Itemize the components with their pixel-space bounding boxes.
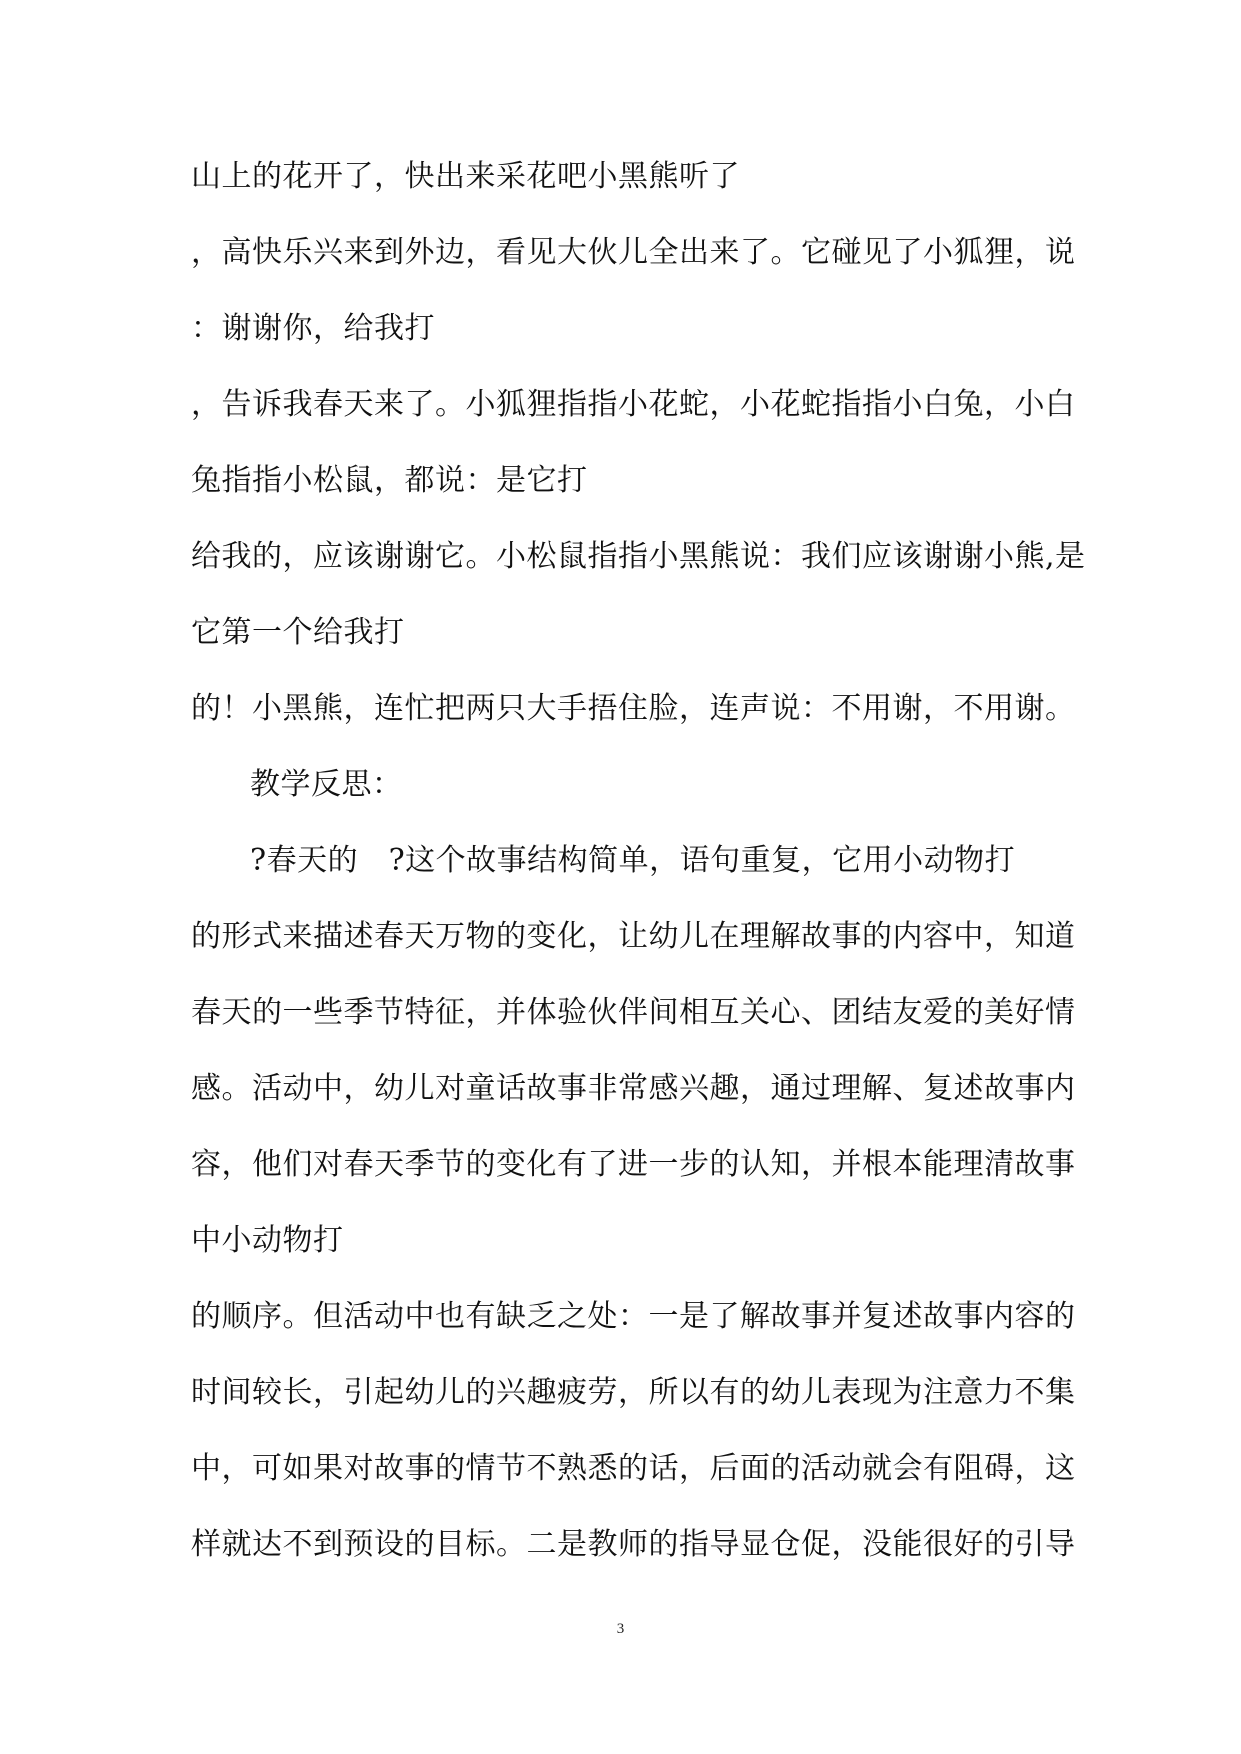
section-heading: 教学反思： xyxy=(250,767,403,802)
text-line: 的顺序。但活动中也有缺乏之处：一是了解故事并复述故事内容的 xyxy=(191,1299,1076,1334)
text-line: 样就达不到预设的目标。二是教师的指导显仓促，没能很好的引导 xyxy=(191,1527,1076,1562)
text-line: 的形式来描述春天万物的变化，让幼儿在理解故事的内容中，知道 xyxy=(191,919,1076,954)
text-line: 时间较长，引起幼儿的兴趣疲劳，所以有的幼儿表现为注意力不集 xyxy=(191,1375,1076,1410)
text-line: ?春天的 ?这个故事结构简单，语句重复，它用小动物打 xyxy=(250,843,1016,878)
text-line: ：谢谢你，给我打 xyxy=(191,311,435,346)
text-line: 感。活动中，幼儿对童话故事非常感兴趣，通过理解、复述故事内 xyxy=(191,1071,1076,1106)
text-line: 春天的一些季节特征，并体验伙伴间相互关心、团结友爱的美好情 xyxy=(191,995,1076,1030)
text-line: ，高快乐兴来到外边，看见大伙儿全出来了。它碰见了小狐狸，说 xyxy=(191,235,1076,270)
text-line: 中小动物打 xyxy=(191,1223,344,1258)
text-line: 的！小黑熊，连忙把两只大手捂住脸，连声说：不用谢，不用谢。 xyxy=(191,691,1076,726)
text-line: 山上的花开了，快出来采花吧小黑熊听了 xyxy=(191,159,740,194)
text-line: 它第一个给我打 xyxy=(191,615,405,650)
text-line: 给我的，应该谢谢它。小松鼠指指小黑熊说：我们应该谢谢小熊,是 xyxy=(191,539,1086,574)
text-line: 兔指指小松鼠，都说：是它打 xyxy=(191,463,588,498)
text-line: 中，可如果对故事的情节不熟悉的话，后面的活动就会有阻碍，这 xyxy=(191,1451,1076,1486)
page-number: 3 xyxy=(616,1621,625,1637)
text-line: 容，他们对春天季节的变化有了进一步的认知，并根本能理清故事 xyxy=(191,1147,1076,1182)
text-line: ，告诉我春天来了。小狐狸指指小花蛇，小花蛇指指小白兔，小白 xyxy=(191,387,1076,422)
